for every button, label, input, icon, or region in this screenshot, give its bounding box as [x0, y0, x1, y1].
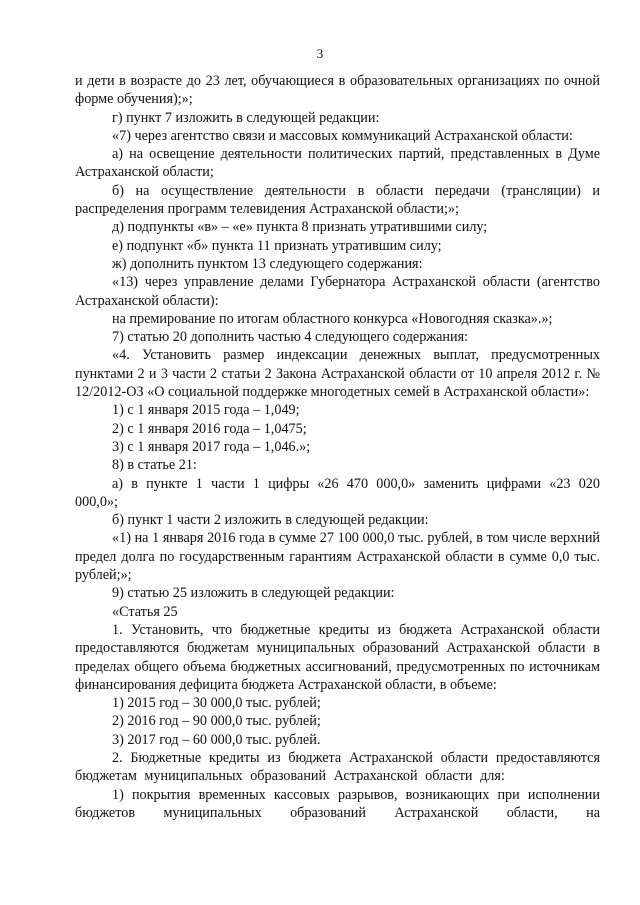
paragraph: 2) 2016 год – 90 000,0 тыс. рублей;	[112, 713, 321, 730]
paragraph: «4. Установить размер индексации денежных выплат, предусмотренных пунктами 2 и 3 части 2 статьи 2 Закона Астраханской области от 10 апреля 2012 г. № 12/2012-ОЗ «О социальной поддержке многодетных семей в Астраханской области»:	[75, 347, 600, 401]
paragraph: 8) в статье 21:	[112, 457, 197, 474]
paragraph: 2) с 1 января 2016 года – 1,0475;	[112, 420, 307, 437]
paragraph: 7) статью 20 дополнить частью 4 следующего содержания:	[112, 329, 469, 346]
paragraph: д) подпункты «в» – «е» пункта 8 признать утратившими силу;	[112, 219, 488, 236]
paragraph: б) на осуществление деятельности в области передачи (трансляции) и распределения программ телевидения Астраханской области;»;	[75, 182, 600, 218]
document-body	[75, 72, 600, 822]
paragraph: «7) через агентство связи и массовых коммуникаций Астраханской области:	[112, 127, 573, 144]
paragraph: 1) покрытия временных кассовых разрывов, возникающих при исполнении бюджетов муниципальных образований Астраханской области, на	[75, 786, 600, 821]
paragraph: 1. Установить, что бюджетные кредиты из бюджета Астраханской области предоставляются бюджетам муниципальных образований Астраханской области в пределах общего объема бюджетных ассигнований, предусмотренных по источникам финансирования дефицита бюджета Астраханской области, в объеме:	[75, 621, 600, 693]
paragraph: на премирование по итогам областного конкурса «Новогодняя сказка».»;	[112, 310, 553, 327]
paragraph: «13) через управление делами Губернатора Астраханской области (агентство Астраханской области):	[75, 274, 600, 309]
paragraph: а) в пункте 1 части 1 цифры «26 470 000,0» заменить цифрами «23 020 000,0»;	[75, 475, 600, 510]
page-number: 3	[316, 46, 324, 61]
paragraph: и дети в возрасте до 23 лет, обучающиеся в образовательных организациях по очной форме обучения);»;	[75, 73, 600, 108]
paragraph: ж) дополнить пунктом 13 следующего содержания:	[112, 255, 423, 272]
paragraph: «Статья 25	[112, 603, 178, 620]
paragraph: 1) с 1 января 2015 года – 1,049;	[112, 402, 300, 419]
paragraph: «1) на 1 января 2016 года в сумме 27 100 000,0 тыс. рублей, в том числе верхний предел долга по государственным гарантиям Астраханской области в сумме 0,0 тыс. рублей;»;	[75, 530, 600, 584]
paragraph: 9) статью 25 изложить в следующей редакции:	[112, 585, 395, 602]
paragraph: 1) 2015 год – 30 000,0 тыс. рублей;	[112, 695, 321, 712]
paragraph: е) подпункт «б» пункта 11 признать утратившим силу;	[112, 237, 442, 254]
paragraph: б) пункт 1 части 2 изложить в следующей редакции:	[112, 512, 429, 529]
paragraph: а) на освещение деятельности политических партий, представленных в Думе Астраханской области;	[75, 146, 600, 181]
paragraph: 2. Бюджетные кредиты из бюджета Астраханской области предоставляются бюджетам муниципальных образований Астраханской области для:	[75, 749, 600, 785]
paragraph: 3) 2017 год – 60 000,0 тыс. рублей.	[112, 731, 321, 748]
paragraph: г) пункт 7 изложить в следующей редакции:	[112, 109, 380, 126]
paragraph: 3) с 1 января 2017 года – 1,046.»;	[112, 438, 311, 455]
